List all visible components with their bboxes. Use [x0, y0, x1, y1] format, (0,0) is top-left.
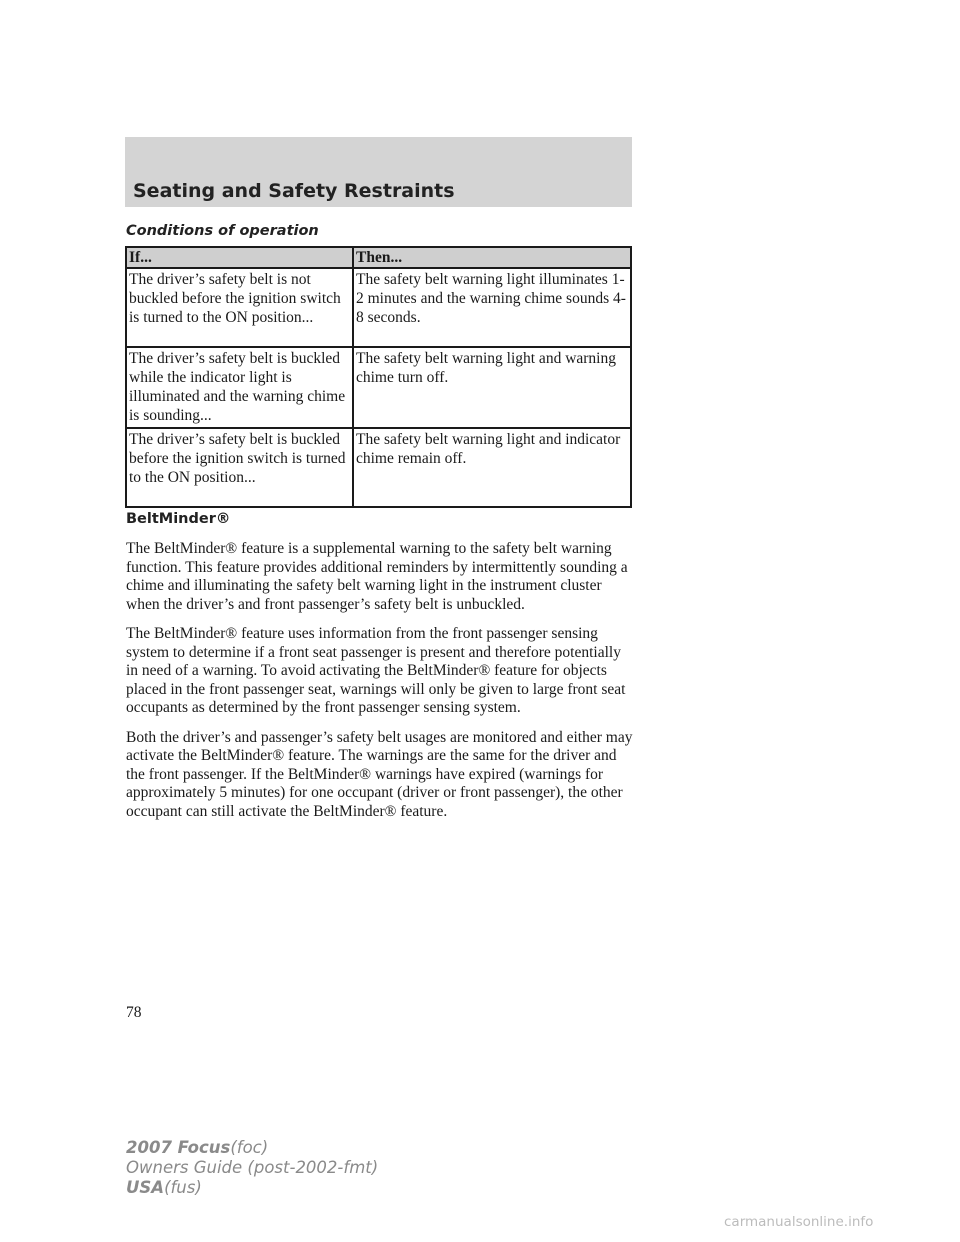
paragraph: The BeltMinder® feature is a supplemental warning to the safety belt warning function. This feature provides additional reminders by intermittently sounding a chime and illuminating the safety belt warning light in the instrument cluster when the driver’s and front passenger’s safety belt is unbuckled. — [126, 540, 628, 613]
footer-line-model — [126, 1138, 378, 1158]
section-heading: Conditions of operation — [126, 223, 319, 239]
table-row — [126, 428, 631, 507]
table-cell-then: The safety belt warning light and warning chime turn off. — [353, 347, 631, 428]
table-header-row — [126, 247, 631, 268]
footer-market: USA — [126, 1178, 165, 1197]
footer-line-market — [126, 1178, 378, 1198]
page-title: Seating and Safety Restraints — [133, 180, 455, 202]
beltminder-heading: BeltMinder® — [126, 511, 231, 527]
table-row — [126, 268, 631, 347]
conditions-table — [125, 246, 632, 508]
table-cell-then: The safety belt warning light illuminates 1-2 minutes and the warning chime sounds 4-8 seconds. — [353, 268, 631, 347]
footer-model-code: (foc) — [230, 1138, 269, 1157]
footer — [126, 1138, 378, 1198]
table-cell-if: The driver’s safety belt is not buckled before the ignition switch is turned to the ON position... — [126, 268, 353, 347]
beltminder-body — [126, 540, 636, 832]
table-cell-if: The driver’s safety belt is buckled while the indicator light is illuminated and the warning chime is sounding... — [126, 347, 353, 428]
paragraph: Both the driver’s and passenger’s safety belt usages are monitored and either may activate the BeltMinder® feature. The warnings are the same for the driver and the front passenger. If the BeltMinder® warnings have expired (warnings for approximately 5 minutes) for one occupant (driver or front passenger), the other occupant can still activate the BeltMinder® feature. — [126, 728, 633, 820]
table-header-if: If... — [126, 247, 353, 268]
table-row — [126, 347, 631, 428]
page-number: 78 — [126, 1004, 142, 1021]
table-cell-if: The driver’s safety belt is buckled before the ignition switch is turned to the ON position... — [126, 428, 353, 507]
paragraph: The BeltMinder® feature uses information from the front passenger sensing system to determine if a front seat passenger is present and therefore potentially in need of a warning. To avoid activating the BeltMinder® feature for objects placed in the front passenger seat, warnings will only be given to large front seat occupants as determined by the front passenger sensing system. — [126, 625, 626, 716]
table-header-then: Then... — [353, 247, 631, 268]
watermark: carmanualsonline.info — [724, 1214, 874, 1230]
footer-model: 2007 Focus — [126, 1138, 231, 1157]
footer-market-code: (fus) — [164, 1178, 202, 1197]
footer-guide: Owners Guide (post-2002-fmt) — [126, 1158, 379, 1177]
table-cell-then: The safety belt warning light and indicator chime remain off. — [353, 428, 631, 507]
